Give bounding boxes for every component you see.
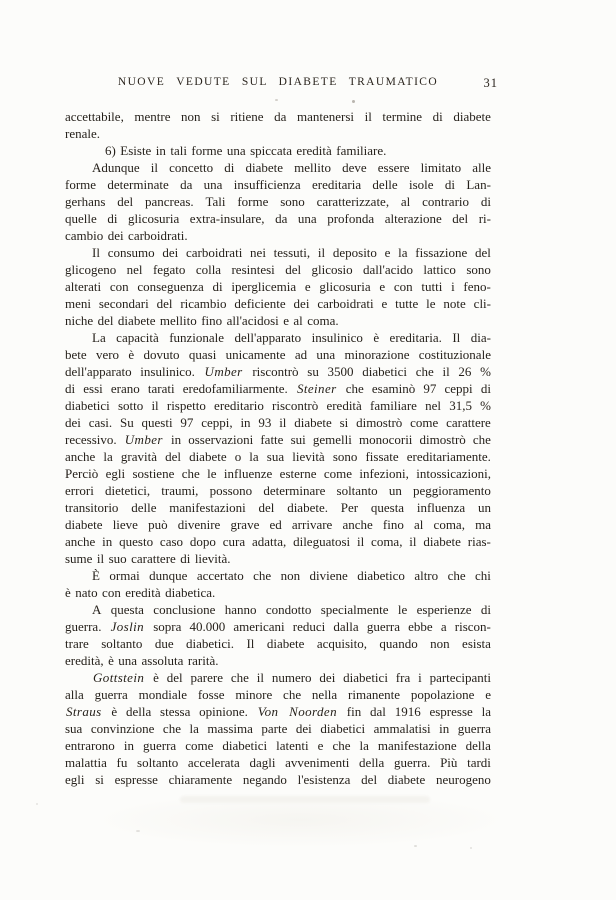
text-line: gerhans del pancreas. Tali forme sono caratterizzate, al contrario di	[65, 194, 491, 209]
text-line: forme determinate da una insufficienza ereditaria delle isole di Lan-	[65, 177, 491, 192]
text-line: glicogeno nel fegato colla resintesi del glicosio dall'acido lattico sono	[65, 262, 491, 277]
text-line: sua convinzione che la massima parte dei diabetici ammalatisi in guerra	[65, 721, 491, 736]
text-line: diabetici sotto il rispetto ereditario riscontrò eredità familiare nel 31,5 %	[65, 398, 491, 413]
text-line: Straus è della stessa opinione. Von Noorden fin dal 1916 espresse la	[66, 704, 491, 719]
text-line: diabete lieve può divenire grave ed arrivare anche fino al coma, ma	[65, 517, 491, 532]
text-line: cambio dei carboidrati.	[65, 228, 188, 243]
scan-speck	[470, 847, 472, 849]
page-number: 31	[483, 76, 498, 90]
text-line: niche del diabete mellito fino all'acidosi e al coma.	[65, 313, 339, 328]
running-header	[65, 76, 498, 92]
text-line: Gottstein è del parere che il numero dei diabetici fra i partecipanti	[93, 670, 491, 685]
scan-speck	[352, 100, 355, 103]
text-line: alla guerra mondiale fosse minore che nella rimanente popolazione e	[65, 687, 491, 702]
text-line: transitorio delle manifestazioni del diabete. Per questa influenza un	[65, 500, 491, 515]
running-header-title: NUOVE VEDUTE SUL DIABETE TRAUMATICO	[117, 76, 439, 88]
text-line: malattia fu soltanto accelerata dagli avvenimenti della guerra. Più tardi	[65, 755, 491, 770]
text-line: anche la gravità del diabete o la sua lievità sono fissate ereditariamente.	[65, 449, 491, 464]
text-line: errori dietetici, traumi, possono determinare soltanto un peggioramento	[65, 483, 491, 498]
text-line: meni secondari del ricambio deficiente dei carboidrati e tutte le note cli-	[65, 296, 491, 311]
text-line: La capacità funzionale dell'apparato insulinico è ereditaria. Il dia-	[92, 330, 491, 345]
text-line: 6) Esiste in tali forme una spiccata eredità familiare.	[105, 143, 387, 158]
text-line: di essi erano tarati eredofamiliarmente. Steiner che esaminò 97 ceppi di	[65, 381, 491, 396]
text-line: A questa conclusione hanno condotto specialmente le esperienze di	[92, 602, 491, 617]
text-line: recessivo. Umber in osservazioni fatte sui gemelli monocorii dimostrò che	[65, 432, 491, 447]
text-line: accettabile, mentre non si ritiene da mantenersi il termine di diabete	[65, 109, 491, 124]
scan-speck	[136, 830, 140, 832]
text-line: alterati con conseguenza di iperglicemia e glicosuria e con tutti i feno-	[65, 279, 491, 294]
scan-speck	[275, 99, 278, 101]
text-line: trare soltanto due diabetici. Il diabete acquisito, quando non esista	[65, 636, 491, 651]
body-text-block	[65, 108, 491, 788]
text-line: eredità, è una assoluta rarità.	[65, 653, 219, 668]
text-line: Il consumo dei carboidrati nei tessuti, il deposito e la fissazione del	[92, 245, 491, 260]
text-line: quelle di glicosuria extra-insulare, da una profonda alterazione del ri-	[65, 211, 491, 226]
text-line: dei casi. Su questi 97 ceppi, in 93 il diabete si dimostrò come carattere	[65, 415, 491, 430]
text-line: renale.	[65, 126, 101, 141]
scan-speck	[36, 803, 38, 805]
text-line: bete vero è dovuto quasi unicamente ad una minorazione costituzionale	[65, 347, 491, 362]
text-line: entrarono in guerra come diabetici latenti e che la manifestazione della	[65, 738, 491, 753]
text-line: anche in questo caso dopo cura adatta, dileguatosi il coma, il diabete rias-	[65, 534, 491, 549]
text-line: guerra. Joslin sopra 40.000 americani reduci dalla guerra ebbe a riscon-	[65, 619, 491, 634]
text-line: Perciò egli sostiene che le influenze esterne come infezioni, intossicazioni,	[65, 466, 491, 481]
scan-speck	[414, 845, 417, 847]
text-line: egli si espresse chiaramente negando l'esistenza del diabete neurogeno	[65, 772, 491, 787]
text-line: sume il suo carattere di lievità.	[65, 551, 231, 566]
text-line: è nato con eredità diabetica.	[65, 585, 216, 600]
text-line: È ormai dunque accertato che non diviene diabetico altro che chi	[92, 568, 491, 583]
text-line: Adunque il concetto di diabete mellito deve essere limitato alle	[92, 160, 491, 175]
scan-smudge	[180, 796, 430, 803]
text-line: dell'apparato insulinico. Umber riscontrò su 3500 diabetici che il 26 %	[65, 364, 491, 379]
